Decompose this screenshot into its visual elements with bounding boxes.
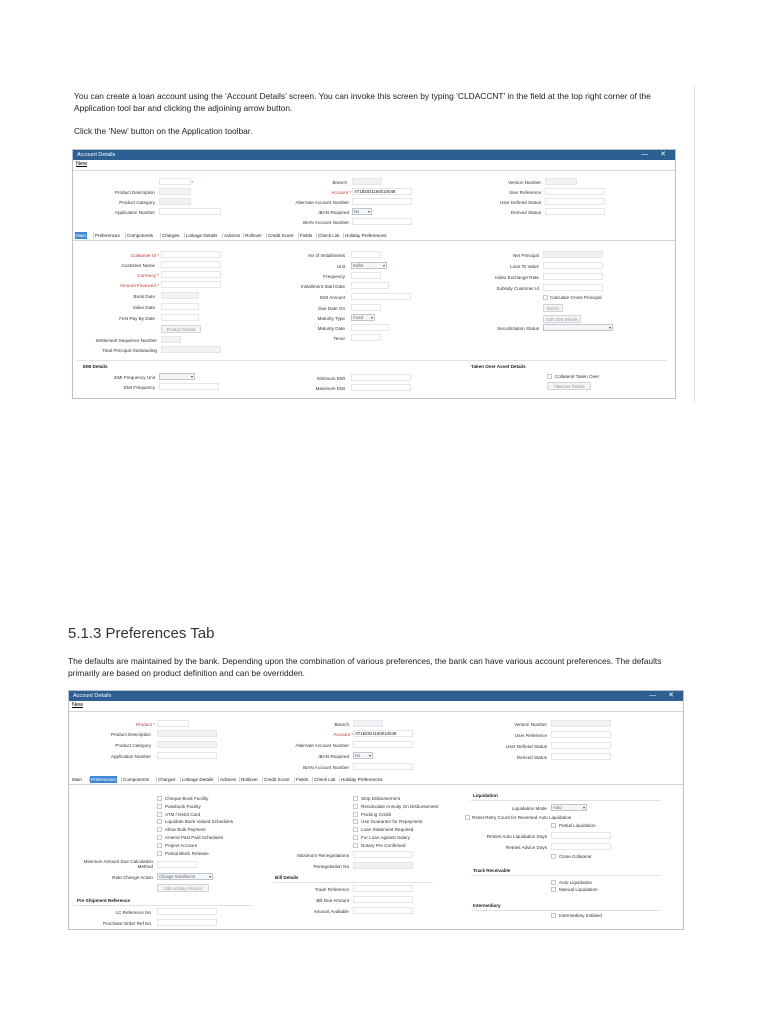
project-account-label: Project Account: [165, 842, 197, 848]
lc-reference-no-label: LC Reference No: [115, 910, 151, 915]
min-amount-due-calc-label: Minimum Amount Due Calculation Method: [83, 859, 153, 869]
window-titlebar: [73, 150, 675, 160]
passbook-facility-label: Passbook Facility: [165, 803, 201, 809]
minimum-emi-input[interactable]: [351, 374, 411, 381]
user-reference-input[interactable]: [545, 188, 605, 195]
preference-checkbox[interactable]: [157, 835, 162, 840]
close-collateral-checkbox[interactable]: [551, 854, 556, 859]
account-details-window-main: [72, 149, 676, 399]
value-date-label: Value Date: [132, 305, 155, 310]
version-number-label: Version Number: [514, 722, 547, 727]
tenor-input[interactable]: [351, 334, 381, 341]
iban-required-label: IBAN Required: [318, 210, 349, 215]
partial-block-release-label: Partial Block Release: [165, 850, 209, 856]
liquidation-heading: Liquidation: [473, 793, 498, 798]
preference-checkbox[interactable]: [353, 819, 358, 824]
user-defined-status-label: User Defined Status: [499, 200, 541, 205]
pre-shipment-reference-heading: Pre Shipment Reference: [77, 898, 131, 903]
calculate-gross-principal-label: Calculate Gross Principal: [550, 295, 602, 300]
iban-account-number-input[interactable]: [352, 218, 412, 225]
derived-status-label: Derived Status: [510, 210, 541, 215]
frequency-input[interactable]: [351, 272, 381, 279]
alternate-account-number-label: Alternate Account Number: [295, 200, 349, 205]
preference-checkbox[interactable]: [353, 827, 358, 832]
preference-checkbox[interactable]: [353, 835, 358, 840]
net-principal-label: Net Principal: [512, 253, 539, 258]
due-date-on-input[interactable]: [351, 304, 381, 311]
tab-components[interactable]: Components: [123, 777, 150, 782]
preference-checkbox[interactable]: [157, 812, 162, 817]
manual-liquidation-checkbox[interactable]: [551, 887, 556, 892]
product-category-label: Product Category: [115, 743, 151, 748]
maturity-date-label: Maturity Date: [317, 326, 345, 331]
version-number-input[interactable]: [551, 720, 611, 727]
branch-label: Branch: [332, 180, 347, 185]
tab-main[interactable]: Main: [76, 233, 86, 238]
index-exchange-rate-label: Index Exchange Rate: [495, 275, 539, 280]
product-category-label: Product Category: [119, 200, 155, 205]
index-exchange-rate-input[interactable]: [543, 273, 603, 280]
subsidy-customer-id-label: Subsidy Customer Id: [496, 286, 539, 291]
tab-fields[interactable]: Fields: [296, 777, 309, 782]
tab-advices[interactable]: Advices: [224, 233, 241, 238]
user-reference-input[interactable]: [551, 731, 611, 738]
manual-liquidation-label: Manual Liquidation: [559, 887, 598, 892]
emi-frequency-input[interactable]: [159, 383, 219, 390]
new-button[interactable]: New: [72, 702, 84, 708]
bill-details-heading: Bill Details: [275, 875, 299, 880]
alternate-account-number-input[interactable]: [353, 741, 413, 748]
product-category-input[interactable]: [159, 198, 191, 205]
tab-fields[interactable]: Fields: [300, 233, 313, 238]
tab-rollover[interactable]: Rollover: [245, 233, 262, 238]
no-of-installments-input[interactable]: [351, 251, 381, 258]
maturity-type-label: Maturity Type: [317, 316, 345, 321]
retries-auto-liquidation-days-label: Retries Auto Liquidation Days: [486, 834, 547, 839]
purchase-order-ref-no-label: Purchase Order Ref No: [103, 921, 151, 926]
bill-due-amount-label: Bill Due Amount: [316, 898, 349, 903]
first-pay-by-date-input[interactable]: [161, 314, 199, 321]
reset-retry-count-checkbox[interactable]: [465, 815, 470, 820]
window-controls[interactable]: — ✕: [649, 692, 679, 699]
preference-checkbox[interactable]: [157, 804, 162, 809]
installment-start-date-input[interactable]: [351, 282, 389, 289]
customer-name-input[interactable]: [161, 261, 221, 268]
subsidy-customer-id-input[interactable]: [543, 284, 603, 291]
version-number-label: Version Number: [508, 180, 541, 185]
application-number-label: Application Number: [114, 210, 155, 215]
product-category-input[interactable]: [157, 741, 217, 748]
tab-charges[interactable]: Charges: [162, 233, 180, 238]
maximum-emi-label: Maximum EMI: [315, 386, 345, 391]
product-input[interactable]: [159, 178, 191, 185]
new-button[interactable]: New: [76, 161, 88, 167]
user-reference-label: User Reference: [508, 190, 541, 195]
application-number-input[interactable]: [159, 208, 221, 215]
tab-linkage-details[interactable]: Linkage Details: [186, 233, 218, 238]
user-reference-label: User Reference: [514, 733, 547, 738]
enrich-button[interactable]: Enrich: [543, 304, 563, 312]
edit-holiday-periods-button[interactable]: Edit Holiday Periods: [157, 884, 209, 892]
product-description-input[interactable]: [157, 730, 217, 737]
edit-ud-details-button[interactable]: Edit UDE Details: [543, 315, 581, 323]
preference-checkbox[interactable]: [353, 796, 358, 801]
iban-account-number-input[interactable]: [353, 763, 413, 770]
tab-check-list[interactable]: Check List: [314, 777, 336, 782]
tab-charges[interactable]: Charges: [158, 777, 176, 782]
frequency-label: Frequency: [323, 274, 345, 279]
intermediary-initiated-checkbox[interactable]: [551, 913, 556, 918]
iban-account-number-label: IBAN Account Number: [303, 765, 349, 770]
liquidation-mode-label: Liquidation Mode: [512, 806, 547, 811]
unit-label: Unit: [336, 264, 345, 269]
tab-components[interactable]: Components: [127, 233, 154, 238]
application-number-input[interactable]: [157, 752, 217, 759]
value-date-input[interactable]: [161, 303, 199, 310]
preference-checkbox[interactable]: [157, 843, 162, 848]
securitization-status-select[interactable]: ▾: [543, 324, 613, 331]
renegotiation-no-label: Renegotiation No: [313, 864, 349, 869]
net-principal-input[interactable]: [543, 251, 603, 258]
first-pay-by-date-label: First Pay By Date: [119, 316, 155, 321]
collateral-taken-over-label: Collateral Taken Over: [555, 374, 600, 379]
taken-over-asset-details-heading: Taken Over Asset Details: [471, 364, 526, 369]
product-input[interactable]: [157, 720, 189, 727]
derived-status-input[interactable]: [545, 208, 605, 215]
packing-credit-label: Packing Credit: [361, 811, 391, 817]
currency-label: Currency *: [137, 273, 159, 278]
recalculate-annuity-on-disbursement-label: Recalculate Annuity On Disbursement: [361, 803, 439, 809]
reset-retry-count-label: Reset Retry Count for Reversed Auto Liquidation: [472, 815, 572, 820]
rate-change-action-select[interactable]: Change Installment ▾: [159, 874, 211, 879]
intermediary-heading: Intermediary: [473, 903, 501, 908]
lc-reference-no-input[interactable]: [157, 908, 217, 915]
window-title: Account Details: [73, 693, 112, 699]
tab-credit-score[interactable]: Credit Score: [268, 233, 294, 238]
user-defined-status-input[interactable]: [545, 198, 605, 205]
emi-frequency-unit-label: EMI Frequency Unit: [114, 375, 155, 380]
due-date-on-label: Due Date On: [318, 306, 345, 311]
tenor-label: Tenor: [333, 336, 345, 341]
section-line-2: primarily are based on product definition and can be overridden.: [68, 668, 305, 678]
preference-checkbox[interactable]: [353, 812, 358, 817]
customer-id-label: Customer Id *: [130, 253, 159, 258]
tab-advices[interactable]: Advices: [220, 777, 237, 782]
branch-label: Branch: [334, 722, 349, 727]
iban-required-label: IBAN Required: [318, 754, 349, 759]
loan-statement-required-label: Loan Statement Required: [361, 827, 414, 833]
partial-liquidation-checkbox[interactable]: [551, 823, 556, 828]
preference-checkbox[interactable]: [353, 804, 358, 809]
derived-status-label: Derived Status: [516, 755, 547, 760]
settlement-sequence-number-input[interactable]: [161, 336, 181, 343]
atm-debit-card-label: ATM / Debit Card: [165, 811, 201, 817]
application-number-label: Application Number: [110, 754, 151, 759]
intro-click-new: Click the ‘New’ button on the Application toolbar.: [74, 126, 253, 136]
amount-available-input[interactable]: [353, 907, 413, 914]
allow-bulk-payment-label: Allow Bulk Payment: [165, 827, 206, 833]
alternate-account-number-input[interactable]: [352, 198, 412, 205]
window-controls[interactable]: — ✕: [641, 151, 671, 158]
trade-reference-input[interactable]: [353, 885, 413, 892]
account-label: Account: [333, 732, 350, 737]
retries-advice-days-input[interactable]: [551, 843, 611, 850]
intro-line-2: Application tool bar and clicking the adjoining arrow button.: [74, 103, 293, 113]
preference-checkbox[interactable]: [157, 796, 162, 801]
product-label: *: [191, 180, 193, 185]
collateral-taken-over-checkbox[interactable]: [547, 374, 552, 379]
liquidate-back-valued-schedules-label: Liquidate Back Valued Schedules: [165, 819, 234, 825]
book-date-label: Book Date: [133, 294, 155, 299]
notary-pre-confirmed-label: Notary Pre Confirmed: [361, 842, 406, 848]
installment-start-date-label: Installment Start Date: [300, 284, 345, 289]
tab-main[interactable]: Main: [72, 777, 82, 782]
tab-preferences[interactable]: Preferences: [91, 777, 116, 782]
product-description-input[interactable]: [159, 188, 191, 195]
preference-checkbox[interactable]: [157, 819, 162, 824]
account-label: Account *: [331, 190, 351, 195]
account-input[interactable]: AT1BOD1160010048: [352, 188, 412, 195]
trade-reference-label: Trade Reference: [314, 887, 349, 892]
intro-line-1: You can create a loan account using the ‘Account Details’ screen. You can invoke this screen by typing ‘CLDACCNT’ in the field at the top right corner of the: [74, 91, 651, 101]
loan-to-value-input[interactable]: [543, 262, 603, 269]
cheque-book-facility-label: Cheque Book Facility: [165, 796, 209, 801]
tab-linkage-details[interactable]: Linkage Details: [182, 777, 214, 782]
book-date-input[interactable]: [161, 292, 199, 299]
emi-amount-input[interactable]: [351, 293, 411, 300]
securitization-status-label: Securitization Status: [497, 326, 539, 331]
min-amount-due-calc-input[interactable]: [157, 861, 197, 868]
branch-input[interactable]: [352, 178, 382, 185]
partial-liquidation-label: Partial Liquidation: [559, 823, 596, 828]
user-defined-status-input[interactable]: [551, 742, 611, 749]
no-of-installments-label: No of Installments: [308, 253, 345, 258]
section-heading: 5.1.3 Preferences Tab: [68, 625, 215, 642]
user-defined-status-label: User Defined Status: [505, 744, 547, 749]
customer-name-label: Customer Name: [121, 263, 155, 268]
tab-holiday-preferences[interactable]: Holiday Preferences: [341, 777, 383, 782]
rate-change-action-label: Rate Change Action: [112, 875, 153, 880]
preference-checkbox[interactable]: [157, 827, 162, 832]
preference-checkbox[interactable]: [353, 843, 358, 848]
renegotiation-no-input[interactable]: [353, 862, 413, 869]
retries-auto-liquidation-days-input[interactable]: [551, 832, 611, 839]
window-title: Account Details: [77, 152, 116, 158]
total-principal-outstanding-label: Total Principal Outstanding: [102, 348, 157, 353]
calculate-gross-principal-checkbox[interactable]: [543, 295, 548, 300]
maturity-type-select[interactable]: Fixed ▾: [353, 315, 373, 320]
branch-input[interactable]: [353, 720, 383, 727]
unit-select[interactable]: Bullet ▾: [353, 263, 385, 268]
tab-preferences[interactable]: Preferences: [95, 233, 120, 238]
emi-frequency-unit-select[interactable]: ▾: [159, 373, 195, 380]
track-receivable-heading: Track Receivable: [473, 868, 511, 873]
emi-amount-label: EMI Amount: [319, 295, 345, 300]
total-principal-outstanding-input[interactable]: [161, 346, 221, 353]
amount-financed-input[interactable]: [161, 281, 221, 288]
maximum-renegotiations-input[interactable]: [353, 851, 413, 858]
auto-liquidation-checkbox[interactable]: [551, 880, 556, 885]
tab-strip: [69, 775, 683, 785]
loan-to-value-label: Loan To Value: [510, 264, 539, 269]
preference-checkbox[interactable]: [157, 851, 162, 856]
maximum-emi-input[interactable]: [351, 384, 411, 391]
tab-credit-score[interactable]: Credit Score: [264, 777, 290, 782]
stop-disbursement-label: Stop Disbursement: [361, 796, 401, 801]
emi-frequency-label: EMI Frequency: [123, 385, 155, 390]
section-line-1: The defaults are maintained by the bank. Depending upon the combination of various preferences, the bank can have various account preferences. The defaults: [68, 656, 662, 666]
alternate-account-number-label: Alternate Account Number: [295, 743, 349, 748]
settlement-sequence-number-label: Settlement Sequence Number: [95, 338, 157, 343]
derived-status-input[interactable]: [551, 753, 611, 760]
iban-required-select[interactable]: No ▾: [354, 209, 370, 214]
tab-rollover[interactable]: Rollover: [241, 777, 258, 782]
use-guarantor-for-repayment-label: Use Guarantor for Repayment: [361, 819, 423, 825]
section-paragraph: [68, 655, 688, 679]
auto-liquidation-label: Auto Liquidation: [559, 880, 592, 885]
minimum-emi-label: Minimum EMI: [316, 376, 345, 381]
tab-check-list[interactable]: Check List: [318, 233, 340, 238]
maturity-date-input[interactable]: [351, 324, 389, 331]
product-label: Product *: [136, 722, 155, 727]
iban-account-number-label: IBAN Account Number: [303, 220, 349, 225]
intro-paragraph: [74, 90, 674, 114]
emi-details-heading: EMI Details: [83, 364, 108, 369]
tab-strip: [73, 231, 675, 241]
currency-input[interactable]: [161, 271, 221, 278]
maximum-renegotiations-label: Maximum Renegotiations: [297, 853, 349, 858]
purchase-order-ref-no-input[interactable]: [157, 919, 217, 926]
liquidation-mode-select[interactable]: Auto ▾: [553, 805, 585, 810]
amount-financed-label: Amount Financed *: [119, 283, 159, 288]
for-loan-against-salary-label: For Loan Against Salary: [361, 835, 411, 840]
account-input[interactable]: AT1BOD1160010048: [353, 730, 413, 737]
iban-required-select[interactable]: No ▾: [355, 753, 371, 758]
tab-holiday-preferences[interactable]: Holiday Preferences: [345, 233, 387, 238]
amount-available-label: Amount Available: [313, 909, 349, 914]
bill-due-amount-input[interactable]: [353, 896, 413, 903]
product-default-button[interactable]: Product Default: [161, 325, 201, 333]
intermediary-initiated-label: Intermediary Initiated: [559, 913, 602, 918]
customer-id-input[interactable]: [161, 251, 221, 258]
window-titlebar: [69, 691, 683, 701]
close-collateral-label: Close Collateral: [559, 854, 592, 859]
account-details-window-preferences: [68, 690, 684, 930]
amend-past-paid-schedules-label: Amend Past Paid Schedules: [165, 835, 224, 840]
takeover-details-button[interactable]: Takeover Details: [547, 382, 591, 390]
version-number-input[interactable]: [545, 178, 577, 185]
retries-advice-days-label: Retries Advice Days: [505, 845, 547, 850]
product-description-label: Product Description: [114, 190, 155, 195]
product-description-label: Product Description: [110, 732, 151, 737]
